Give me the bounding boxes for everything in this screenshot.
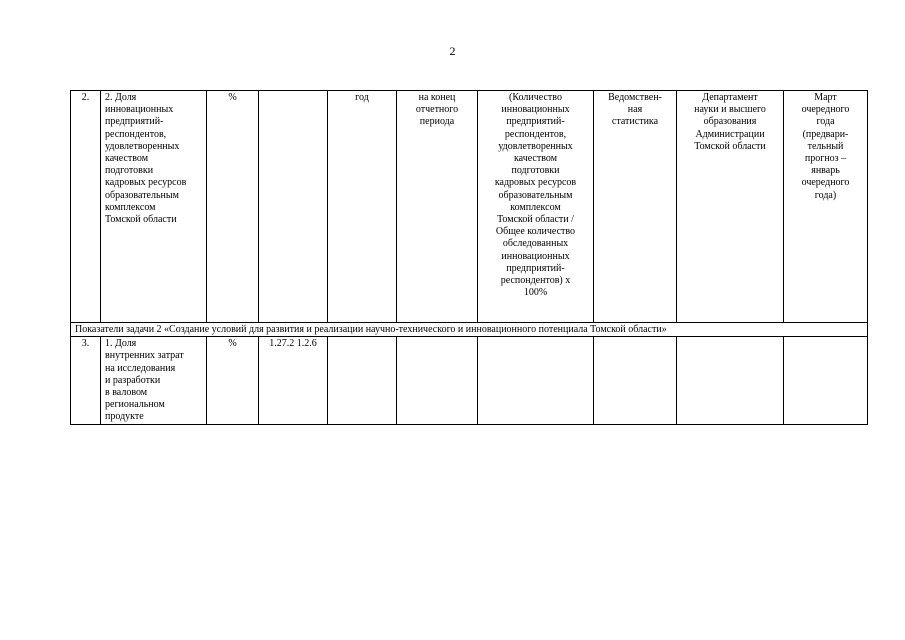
source-cell: Ведомствен- ная статистика xyxy=(594,91,677,323)
row-number-cell: 3. xyxy=(71,337,101,424)
date-cell xyxy=(397,337,478,424)
row-number-cell: 2. xyxy=(71,91,101,323)
indicator-name-cell: 1. Доля внутренних затрат на исследования и разработки в валовом региональном продукте xyxy=(101,337,207,424)
section-heading: Показатели задачи 2 «Создание условий для развития и реализации научно-технического и инновационного потенциала Томской области» xyxy=(71,323,868,337)
formula-cell xyxy=(478,337,594,424)
unit-cell: % xyxy=(207,337,259,424)
responsible-cell xyxy=(677,337,784,424)
date-cell: на конец отчетного периода xyxy=(397,91,478,323)
table-row xyxy=(71,91,868,323)
code-cell xyxy=(259,91,328,323)
section-heading-row xyxy=(71,323,868,337)
code-cell: 1.27.2 1.2.6 xyxy=(259,337,328,424)
page-number: 2 xyxy=(449,44,456,58)
deadline-cell: Март очередного года (предвари- тельный прогноз – январь очередного года) xyxy=(784,91,868,323)
indicator-name-cell: 2. Доля инновационных предприятий- респондентов, удовлетворенных качеством подготовки кадровых ресурсов образовательным комплексом Томской области xyxy=(101,91,207,323)
periodicity-cell xyxy=(328,337,397,424)
periodicity-cell: год xyxy=(328,91,397,323)
table-row xyxy=(71,337,868,424)
source-cell xyxy=(594,337,677,424)
formula-cell: (Количество инновационных предприятий- респондентов, удовлетворенных качеством подготовки кадровых ресурсов образовательным комплексом Томской области / Общее количество обследованных инновационных предприятий- респондентов) x 100% xyxy=(478,91,594,323)
indicators-table xyxy=(70,90,868,425)
responsible-cell: Департамент науки и высшего образования Администрации Томской области xyxy=(677,91,784,323)
deadline-cell xyxy=(784,337,868,424)
unit-cell: % xyxy=(207,91,259,323)
